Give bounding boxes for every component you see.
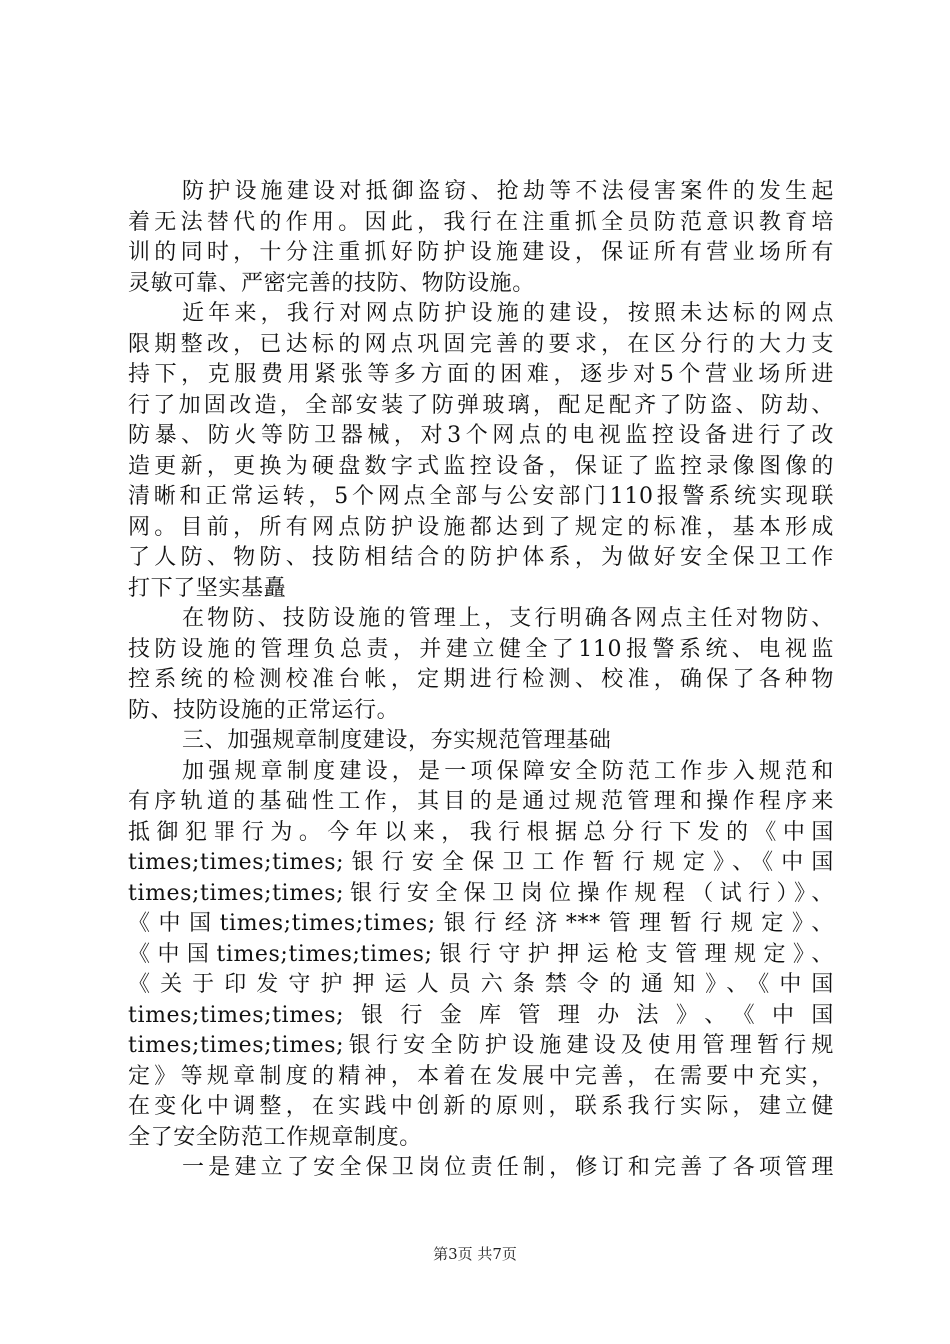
text-line: 造更新，更换为硬盘数字式监控设备，保证了监控录像图像的 bbox=[128, 453, 834, 479]
text-line: 加强规章制度建设，是一项保障安全防范工作步入规范和 bbox=[182, 758, 834, 784]
text-line: 网。目前，所有网点防护设施都达到了规定的标准，基本形成 bbox=[128, 514, 834, 540]
text-line: 抵御犯罪行为。今年以来，我行根据总分行下发的《中国 bbox=[128, 819, 834, 845]
text-line: 在变化中调整，在实践中创新的原则，联系我行实际，建立健 bbox=[128, 1094, 834, 1119]
text-line: 限期整改，已达标的网点巩固完善的要求，在区分行的大力支 bbox=[128, 331, 834, 357]
text-line: 一是建立了安全保卫岗位责任制，修订和完善了各项管理 bbox=[182, 1155, 834, 1180]
text-line: 定》等规章制度的精神，本着在发展中完善，在需要中充实， bbox=[128, 1063, 834, 1089]
text-line: 清晰和正常运转，5个网点全部与公安部门110报警系统实现联 bbox=[128, 484, 834, 509]
text-line: 有序轨道的基础性工作，其目的是通过规范管理和操作程序来 bbox=[128, 789, 834, 814]
text-line: 了人防、物防、技防相结合的防护体系，为做好安全保卫工作 bbox=[128, 545, 834, 570]
text-line: 行了加固改造，全部安装了防弹玻璃，配足配齐了防盗、防劫、 bbox=[128, 392, 834, 418]
text-line: 打下了坚实基矗 bbox=[128, 575, 287, 601]
text-line: 着无法替代的作用。因此，我行在注重抓全员防范意识教育培 bbox=[128, 209, 834, 235]
text-line: 《中国times;times;times;银行经济***管理暂行规定》、 bbox=[128, 911, 834, 936]
text-line: 防护设施建设对抵御盗窃、抢劫等不法侵害案件的发生起 bbox=[182, 179, 834, 204]
text-line: 在物防、技防设施的管理上，支行明确各网点主任对物防、 bbox=[182, 606, 834, 631]
text-line: 防暴、防火等防卫器械，对3个网点的电视监控设备进行了改 bbox=[128, 423, 834, 448]
text-line: times;times;times;银行安全防护设施建设及使用管理暂行规 bbox=[128, 1033, 834, 1058]
text-line: 灵敏可靠、严密完善的技防、物防设施。 bbox=[128, 270, 535, 296]
text-line: 训的同时，十分注重抓好防护设施建设，保证所有营业场所有 bbox=[128, 240, 834, 265]
page-footer: 第3页 共7页 bbox=[433, 1245, 517, 1263]
text-line: 全了安全防范工作规章制度。 bbox=[128, 1124, 422, 1150]
text-line: 《关于印发守护押运人员六条禁令的通知》、《中国 bbox=[128, 972, 834, 997]
body-text bbox=[128, 177, 834, 1184]
text-line: 技防设施的管理负总责，并建立健全了110报警系统、电视监 bbox=[128, 636, 834, 662]
text-line: 近年来，我行对网点防护设施的建设，按照未达标的网点 bbox=[182, 301, 834, 326]
text-line: times;times;times;银行安全保卫工作暂行规定》、《中国 bbox=[128, 850, 834, 875]
text-line: 持下，克服费用紧张等多方面的困难，逐步对5个营业场所进 bbox=[128, 362, 834, 387]
text-line: 《中国times;times;times;银行守护押运枪支管理规定》、 bbox=[128, 941, 834, 967]
text-line: 控系统的检测校准台帐，定期进行检测、校准，确保了各种物 bbox=[128, 667, 834, 692]
text-line: times;times;times;银行金库管理办法》、《中国 bbox=[128, 1002, 834, 1028]
text-line: times;times;times;银行安全保卫岗位操作规程（试行）》、 bbox=[128, 880, 834, 906]
text-line: 三、加强规章制度建设，夯实规范管理基础 bbox=[182, 728, 612, 753]
text-line: 防、技防设施的正常运行。 bbox=[128, 697, 400, 723]
